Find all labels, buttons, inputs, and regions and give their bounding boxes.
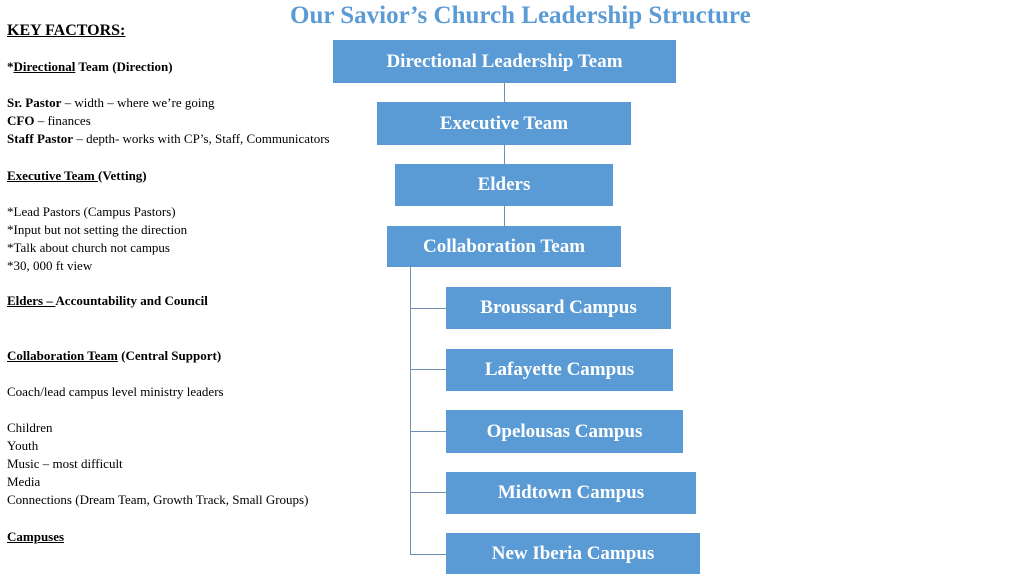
campus-box-new-iberia: New Iberia Campus <box>446 533 700 574</box>
executive-item: *Talk about church not campus <box>7 240 170 255</box>
coach-line: Coach/lead campus level ministry leaders <box>7 384 224 399</box>
page-title: Our Savior’s Church Leadership Structure <box>290 2 751 29</box>
campus-box-midtown: Midtown Campus <box>446 472 696 514</box>
sr-pastor-line: Sr. Pastor – width – where we’re going <box>7 95 215 110</box>
executive-item: *Lead Pastors (Campus Pastors) <box>7 204 176 219</box>
staff-pastor-line: Staff Pastor – depth- works with CP’s, Staff, Communicators <box>7 131 330 146</box>
elders-box: Elders <box>395 164 613 206</box>
executive-team-box: Executive Team <box>377 102 631 145</box>
directional-heading: *Directional Team (Direction) <box>7 59 173 74</box>
collaboration-team-box: Collaboration Team <box>387 226 621 267</box>
executive-item: *30, 000 ft view <box>7 258 93 273</box>
ministry-item: Connections (Dream Team, Growth Track, Small Groups) <box>7 492 309 507</box>
cfo-line: CFO – finances <box>7 113 91 128</box>
executive-heading: Executive Team (Vetting) <box>7 168 147 183</box>
key-factors-heading: KEY FACTORS: <box>7 22 126 39</box>
campuses-heading: Campuses <box>7 529 65 544</box>
campus-box-broussard: Broussard Campus <box>446 287 671 329</box>
collaboration-heading: Collaboration Team (Central Support) <box>7 348 222 363</box>
elders-heading: Elders – Accountability and Council <box>7 293 208 308</box>
ministry-item: Media <box>7 474 41 489</box>
executive-item: *Input but not setting the direction <box>7 222 188 237</box>
campus-box-lafayette: Lafayette Campus <box>446 349 673 391</box>
ministry-item: Youth <box>7 438 39 453</box>
directional-leadership-team-box: Directional Leadership Team <box>333 40 676 83</box>
ministry-item: Music – most difficult <box>7 456 123 471</box>
ministry-item: Children <box>7 420 53 435</box>
campus-box-opelousas: Opelousas Campus <box>446 410 683 453</box>
